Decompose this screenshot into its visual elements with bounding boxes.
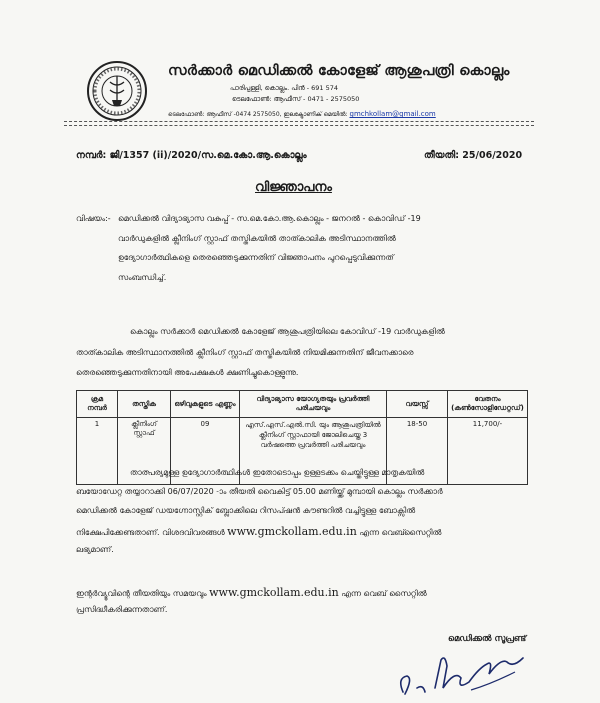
body-line: ലഭ്യമാണ്. bbox=[76, 545, 114, 554]
header-divider bbox=[64, 125, 534, 126]
reference-number: നമ്പർ: ജി/1357 (ii)/2020/സ.മെ.കോ.ആ.കൊല്ലം bbox=[76, 150, 307, 161]
body-line: താത്പര്യമുള്ള ഉദ്യോഗാർത്ഥികൾ ഇതോടൊപ്പം ഉള്ളടക്കം ചെയ്തിട്ടുള്ള മാതൃകയിൽ bbox=[130, 468, 425, 477]
notice-date: തീയതി: 25/06/2020 bbox=[424, 150, 523, 161]
col-header-post: തസ്തിക bbox=[118, 391, 171, 418]
college-emblem-icon bbox=[86, 60, 148, 122]
body-line: കൊല്ലം സർക്കാർ മെഡിക്കൽ കോളേജ് ആശുപത്രിയിലെ കോവിഡ് -19 വാർഡുകളിൽ bbox=[130, 327, 445, 336]
cell-salary: 11,700/- bbox=[448, 418, 528, 485]
body-line: പ്രസിദ്ധീകരിക്കുന്നതാണ്. bbox=[76, 605, 168, 614]
subject-label: വിഷയം:- bbox=[76, 214, 111, 223]
col-header-sl-no: ക്രമ നമ്പർ bbox=[77, 391, 118, 418]
hospital-address: പാരിപ്പള്ളി, കൊല്ലം. പിൻ - 691 574 bbox=[230, 84, 339, 92]
body-line bbox=[76, 525, 441, 538]
website-link[interactable]: www.gmckollam.edu.in bbox=[227, 525, 357, 538]
cell-age: 18-50 bbox=[387, 418, 448, 485]
body-text: എന്ന വെബ്സൈറ്റിൽ bbox=[359, 528, 442, 537]
body-text: എന്ന വെബ് സൈറ്റിൽ bbox=[341, 589, 427, 598]
signatory-title: മെഡിക്കൽ സൂപ്രണ്ട് bbox=[448, 634, 527, 644]
contact-prefix: ടെലഫോൺ: ആഫീസ് -0474 2575050, ഇലക്ട്രോണിക് മെയിൽ: bbox=[168, 111, 348, 118]
cell-sl-no: 1 bbox=[77, 418, 118, 485]
handwritten-signature bbox=[383, 648, 543, 700]
col-header-age: വയസ്സ് bbox=[387, 391, 448, 418]
body-text: ഇന്റർവ്യൂവിന്റെ തീയതിയും സമയവും bbox=[76, 589, 207, 598]
cell-post: ക്ലീനിംഗ് സ്റ്റാഫ് bbox=[118, 418, 171, 485]
body-line bbox=[76, 586, 427, 599]
col-header-vacancies: ഒഴിവുകളുടെ എണ്ണം bbox=[171, 391, 240, 418]
col-header-salary: വേതനം (കൺസോളിഡേറ്റഡ്) bbox=[448, 391, 528, 418]
col-header-qualification: വിദ്യാഭ്യാസ യോഗ്യതയും പ്രവർത്തി പരിചയവും bbox=[240, 391, 387, 418]
body-line: തെരഞ്ഞെടുക്കുന്നതിനായി അപേക്ഷകൾ ക്ഷണിച്ചുകൊള്ളുന്നു. bbox=[76, 368, 299, 377]
table-header-row bbox=[77, 391, 528, 418]
website-link[interactable]: www.gmckollam.edu.in bbox=[209, 586, 339, 599]
body-text: നിക്ഷേപിക്കേണ്ടതാണ്. വിശദവിവരങ്ങൾ bbox=[76, 528, 225, 537]
hospital-phone: ടെലഫോൺ: ആഫീസ് - 0471 - 2575050 bbox=[232, 95, 360, 103]
hospital-name: സർക്കാർ മെഡിക്കൽ കോളേജ് ആശുപത്രി കൊല്ലം bbox=[168, 63, 510, 79]
subject-line: മെഡിക്കൽ വിദ്യാഭ്യാസ വകുപ്പ് - സ.മെ.കോ.ആ.കൊല്ലം - ജനറൽ - കൊവിഡ് -19 bbox=[118, 214, 421, 223]
notice-title: വിജ്ഞാപനം bbox=[255, 180, 332, 195]
subject-line: സംബന്ധിച്ച്. bbox=[118, 273, 167, 282]
body-line: മെഡിക്കൽ കോളേജ് ഡയഗ്നോസ്റ്റിക് ബ്ലോക്കിലെ റിസപ്ഷൻ കൗണ്ടറിൽ വച്ചിട്ടുള്ള ബോക്സിൽ bbox=[76, 506, 416, 515]
cell-qualification: എസ്.എസ്.എൽ.സി. യും ആശുപത്രിയിൽ ക്ലീനിംഗ് സ്റ്റാഫായി ജോലിചെയ്ത 3 വർഷത്തെ പ്രവർത്തി പരിചയവും bbox=[240, 418, 387, 485]
subject-line: വാർഡുകളിൽ ക്ലീനിംഗ് സ്റ്റാഫ് തസ്തികയിൽ താത്കാലിക അടിസ്ഥാനത്തിൽ bbox=[118, 234, 396, 243]
body-line: ബയോഡേറ്റ തയ്യാറാക്കി 06/07/2020 -ാം തീയതി വൈകിട്ട് 05.00 മണിയ്ക്ക് മുമ്പായി കൊല്ലം സർക്കാർ bbox=[76, 487, 443, 496]
cell-vacancies: 09 bbox=[171, 418, 240, 485]
subject-line: ഉദ്യോഗാർത്ഥികളെ തെരഞ്ഞെടുക്കുന്നതിന് വിജ്ഞാപനം പുറപ്പെടുവിക്കുന്നത് bbox=[118, 253, 394, 262]
contact-line bbox=[168, 110, 436, 119]
email-link[interactable]: gmchkollam@gmail.com bbox=[349, 110, 436, 118]
body-line: താത്കാലിക അടിസ്ഥാനത്തിൽ ക്ലീനിംഗ് സ്റ്റാഫ് തസ്തികയിൽ നിയമിക്കുന്നതിന് ജീവനക്കാരെ bbox=[76, 348, 414, 357]
header-divider bbox=[64, 121, 534, 122]
